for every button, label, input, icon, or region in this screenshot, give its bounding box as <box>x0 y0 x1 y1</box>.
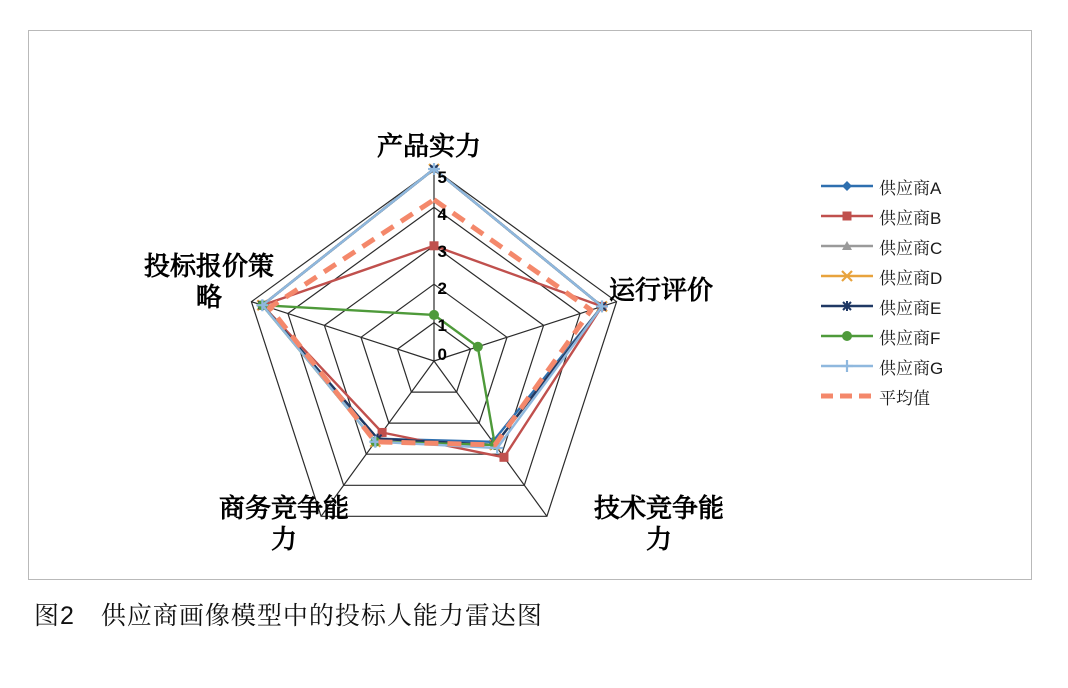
legend-item[interactable] <box>819 351 1029 381</box>
tick-label-4: 4 <box>437 205 447 224</box>
legend-marker-icon <box>819 387 875 405</box>
legend-item[interactable] <box>819 171 1029 201</box>
axis-label-right: 运行评价 <box>609 275 714 305</box>
legend-item[interactable] <box>819 381 1029 411</box>
legend-marker-icon <box>819 357 875 375</box>
legend-marker-icon <box>819 297 875 315</box>
legend-marker-icon <box>819 207 875 225</box>
legend-item[interactable] <box>819 321 1029 351</box>
legend-item-label: 供应商C <box>879 238 943 258</box>
legend-marker-icon <box>819 237 875 255</box>
legend-item[interactable] <box>819 231 1029 261</box>
legend-item[interactable] <box>819 261 1029 291</box>
axis-label-bottom-left: 商务竞争能 力 <box>218 493 349 554</box>
legend-item-label: 供应商B <box>879 208 942 228</box>
tick-label-5: 5 <box>437 168 447 187</box>
legend-item-label: 供应商E <box>879 298 942 318</box>
figure-caption: 图2 供应商画像模型中的投标人能力雷达图 <box>34 602 543 630</box>
radar-chart <box>29 31 819 579</box>
axis-label-bottom-right: 技术竞争能 力 <box>593 493 724 554</box>
legend-marker-icon <box>819 267 875 285</box>
axis-label-top: 产品实力 <box>376 131 481 161</box>
figure-container <box>28 30 1032 580</box>
legend-item-label: 供应商F <box>879 328 941 348</box>
legend-item-label: 平均值 <box>879 388 930 408</box>
legend-item[interactable] <box>819 291 1029 321</box>
tick-label-2: 2 <box>437 279 447 298</box>
legend-item-label: 供应商D <box>879 268 943 288</box>
tick-label-3: 3 <box>437 242 447 261</box>
legend-item-label: 供应商G <box>879 358 944 378</box>
legend-item-label: 供应商A <box>879 178 942 198</box>
legend <box>819 171 1029 471</box>
axis-label-left: 投标报价策 略 <box>143 251 274 312</box>
tick-label-0: 0 <box>437 345 447 364</box>
tick-label-1: 1 <box>437 316 447 335</box>
legend-marker-icon <box>819 327 875 345</box>
legend-marker-icon <box>819 177 875 195</box>
legend-item[interactable] <box>819 201 1029 231</box>
